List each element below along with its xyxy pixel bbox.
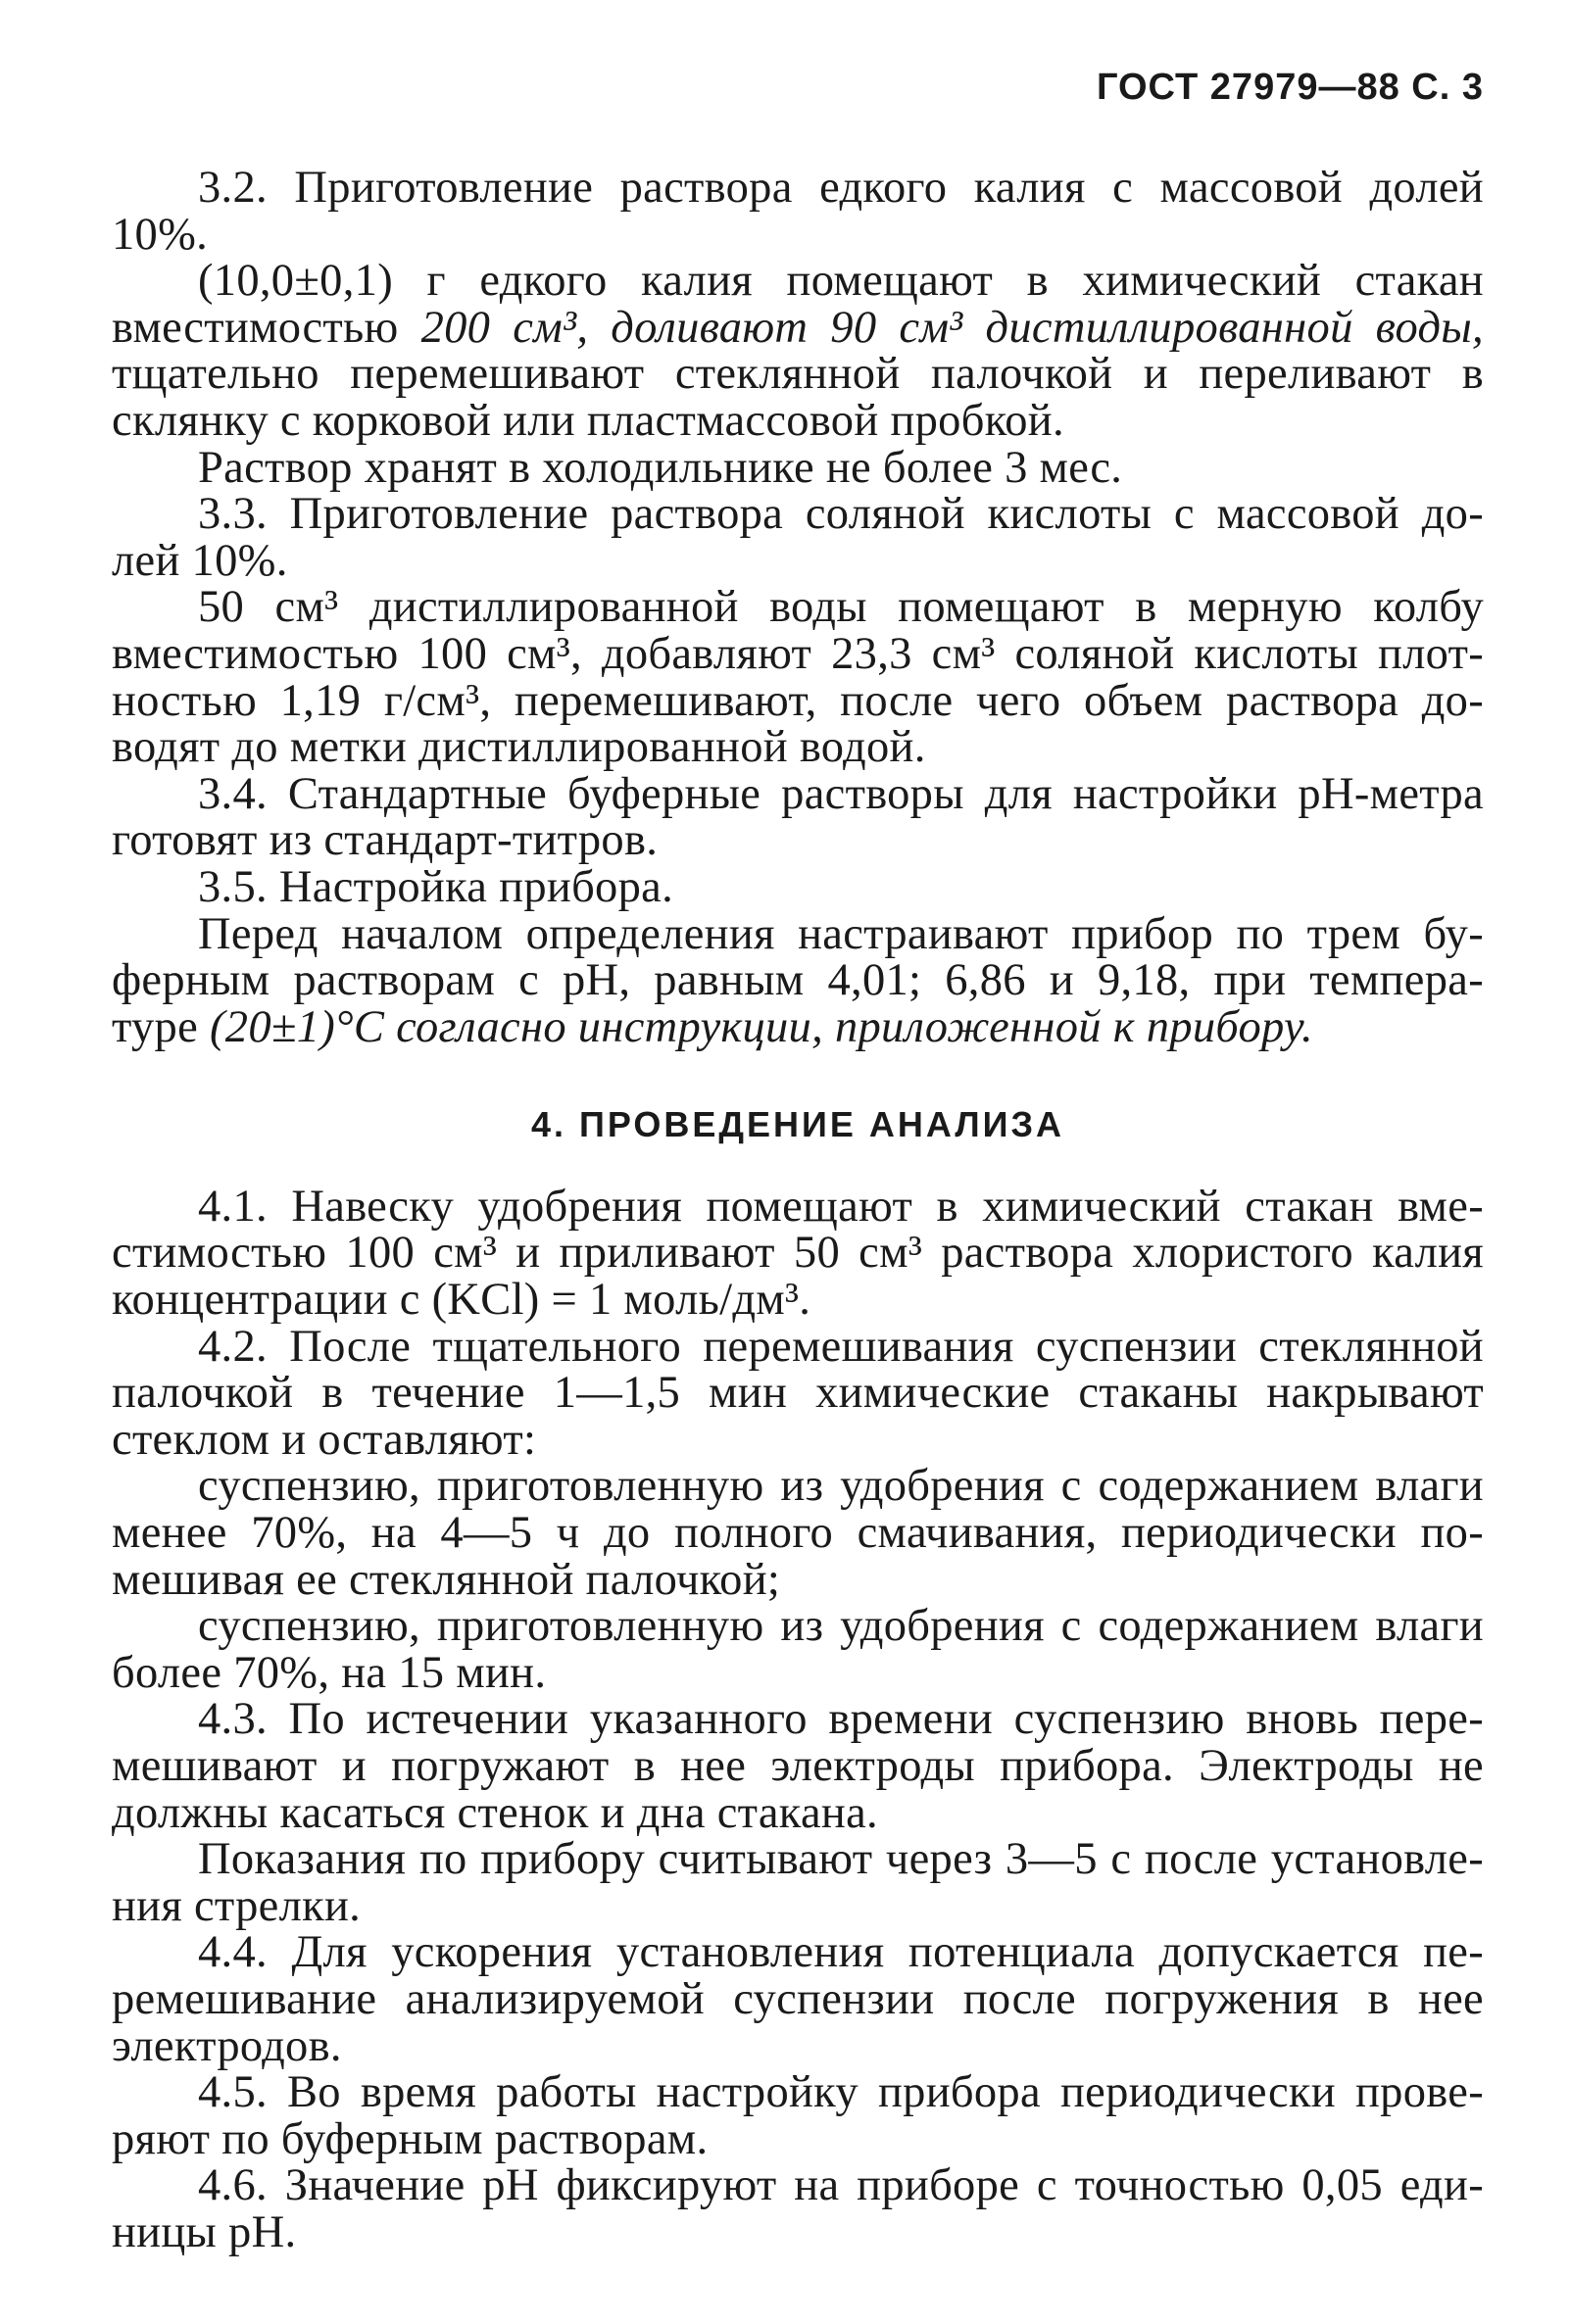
text-line: мешивая ее стеклянной палочкой; <box>112 1554 781 1605</box>
text-line: 3.2. Приготовление раствора едкого калия с массовой долей <box>198 163 1484 213</box>
paragraph-4-6 <box>112 2162 1484 2255</box>
paragraph-4-5 <box>112 2069 1484 2162</box>
paragraph-3-2-body <box>112 258 1484 444</box>
text-line: 50 см³ дистиллированной воды помещают в мерную колбу <box>198 582 1484 633</box>
text-line: суспензию, приготовленную из удобрения с содержанием влаги <box>198 1461 1484 1512</box>
text-line: лей 10%. <box>112 535 288 586</box>
text-line: водят до метки дистиллированной водой. <box>112 722 926 773</box>
paragraph-4-4 <box>112 1929 1484 2069</box>
text-line: ния стрелки. <box>112 1880 362 1931</box>
text-line: тщательно перемешивают стеклянной палочкой и переливают в <box>112 349 1484 400</box>
text-line: ферным растворам с pH, равным 4,01; 6,86 и 9,18, при темпера- <box>112 955 1484 1006</box>
page-body <box>112 165 1484 2256</box>
text-line: ницы pH. <box>112 2206 297 2257</box>
text-line: электродов. <box>112 2020 342 2071</box>
text-segment-italic: (20±1)°С согласно инструкции, приложенной к прибору. <box>209 1001 1313 1052</box>
paragraph-4-1 <box>112 1181 1484 1326</box>
text-line: 3.4. Стандартные буферные растворы для настройки pH-метра <box>198 768 1484 819</box>
paragraph-4-3 <box>112 1696 1484 1836</box>
text-line: концентрации с (KCl) = 1 моль/дм³. <box>112 1275 811 1326</box>
text-line: суспензию, приготовленную из удобрения с содержанием влаги <box>198 1601 1484 1652</box>
text-line: 4.2. После тщательного перемешивания суспензии стеклянной <box>198 1321 1484 1372</box>
paragraph-4-2 <box>112 1321 1484 1465</box>
text-line: (10,0±0,1) г едкого калия помещают в химический стакан <box>198 256 1484 307</box>
paragraph-4-3-b <box>112 1836 1484 1929</box>
text-segment: туре <box>112 1001 210 1052</box>
text-line: более 70%, на 15 мин. <box>112 1647 547 1698</box>
text-line: ремешивание анализируемой суспензии после погружения в нее <box>112 1973 1484 2024</box>
text-line: должны касаться стенок и дна стакана. <box>112 1787 878 1838</box>
text-line: ряют по буферным растворам. <box>112 2113 709 2164</box>
text-line: стеклом и оставляют: <box>112 1414 537 1465</box>
text-line: вместимостью 100 см³, добавляют 23,3 см³ соляной кислоты плот- <box>112 628 1484 679</box>
paragraph-3-3-title <box>112 491 1484 584</box>
text-line: 10%. <box>112 209 209 260</box>
text-line: 4.6. Значение pH фиксируют на приборе с точностью 0,05 еди- <box>198 2160 1484 2211</box>
text-line: 4.4. Для ускорения установления потенциала допускается пе- <box>198 1927 1484 1978</box>
text-line <box>112 1001 1484 1052</box>
running-header: ГОСТ 27979—88 С. 3 <box>1096 67 1484 108</box>
text-line: ностью 1,19 г/см³, перемешивают, после чего объем раствора до- <box>112 675 1484 726</box>
paragraph-3-3-body <box>112 582 1484 773</box>
paragraph-3-5-title: 3.5. Настройка прибора. <box>198 861 674 912</box>
text-line <box>112 302 1484 353</box>
text-line: палочкой в течение 1—1,5 мин химические стаканы накрывают <box>112 1368 1484 1419</box>
section-4-heading: 4. ПРОВЕДЕНИЕ АНАЛИЗА <box>530 1104 1065 1145</box>
paragraph-storage: Раствор хранят в холодильнике не более 3 мес. <box>198 442 1123 493</box>
text-line: Показания по прибору считывают через 3—5 с после установле- <box>198 1834 1484 1885</box>
paragraph-4-2-a <box>112 1463 1484 1603</box>
text-line: 4.3. По истечении указанного времени суспензию вновь пере- <box>198 1694 1484 1745</box>
text-line: 4.5. Во время работы настройку прибора периодически прове- <box>198 2067 1484 2118</box>
text-line: мешивают и погружают в нее электроды прибора. Электроды не <box>112 1741 1484 1791</box>
text-line: Перед началом определения настраивают прибор по трем бу- <box>198 908 1484 959</box>
text-line: 4.1. Навеску удобрения помещают в химический стакан вме- <box>198 1181 1484 1232</box>
text-segment-italic: 200 см³, доливают 90 см³ дистиллированной воды, <box>420 302 1484 353</box>
text-line: менее 70%, на 4—5 ч до полного смачивания, периодически по- <box>112 1508 1484 1559</box>
text-line: готовят из стандарт-титров. <box>112 815 659 866</box>
paragraph-3-4 <box>112 768 1484 866</box>
text-line: стимостью 100 см³ и приливают 50 см³ раствора хлористого калия <box>112 1228 1484 1279</box>
paragraph-4-2-b <box>112 1603 1484 1696</box>
paragraph-3-2-title <box>112 165 1484 258</box>
text-segment: вместимостью <box>112 302 421 353</box>
text-line: 3.3. Приготовление раствора соляной кислоты с массовой до- <box>198 489 1484 540</box>
text-line: склянку с корковой или пластмассовой пробкой. <box>112 395 1064 446</box>
paragraph-3-5-body <box>112 908 1484 1052</box>
